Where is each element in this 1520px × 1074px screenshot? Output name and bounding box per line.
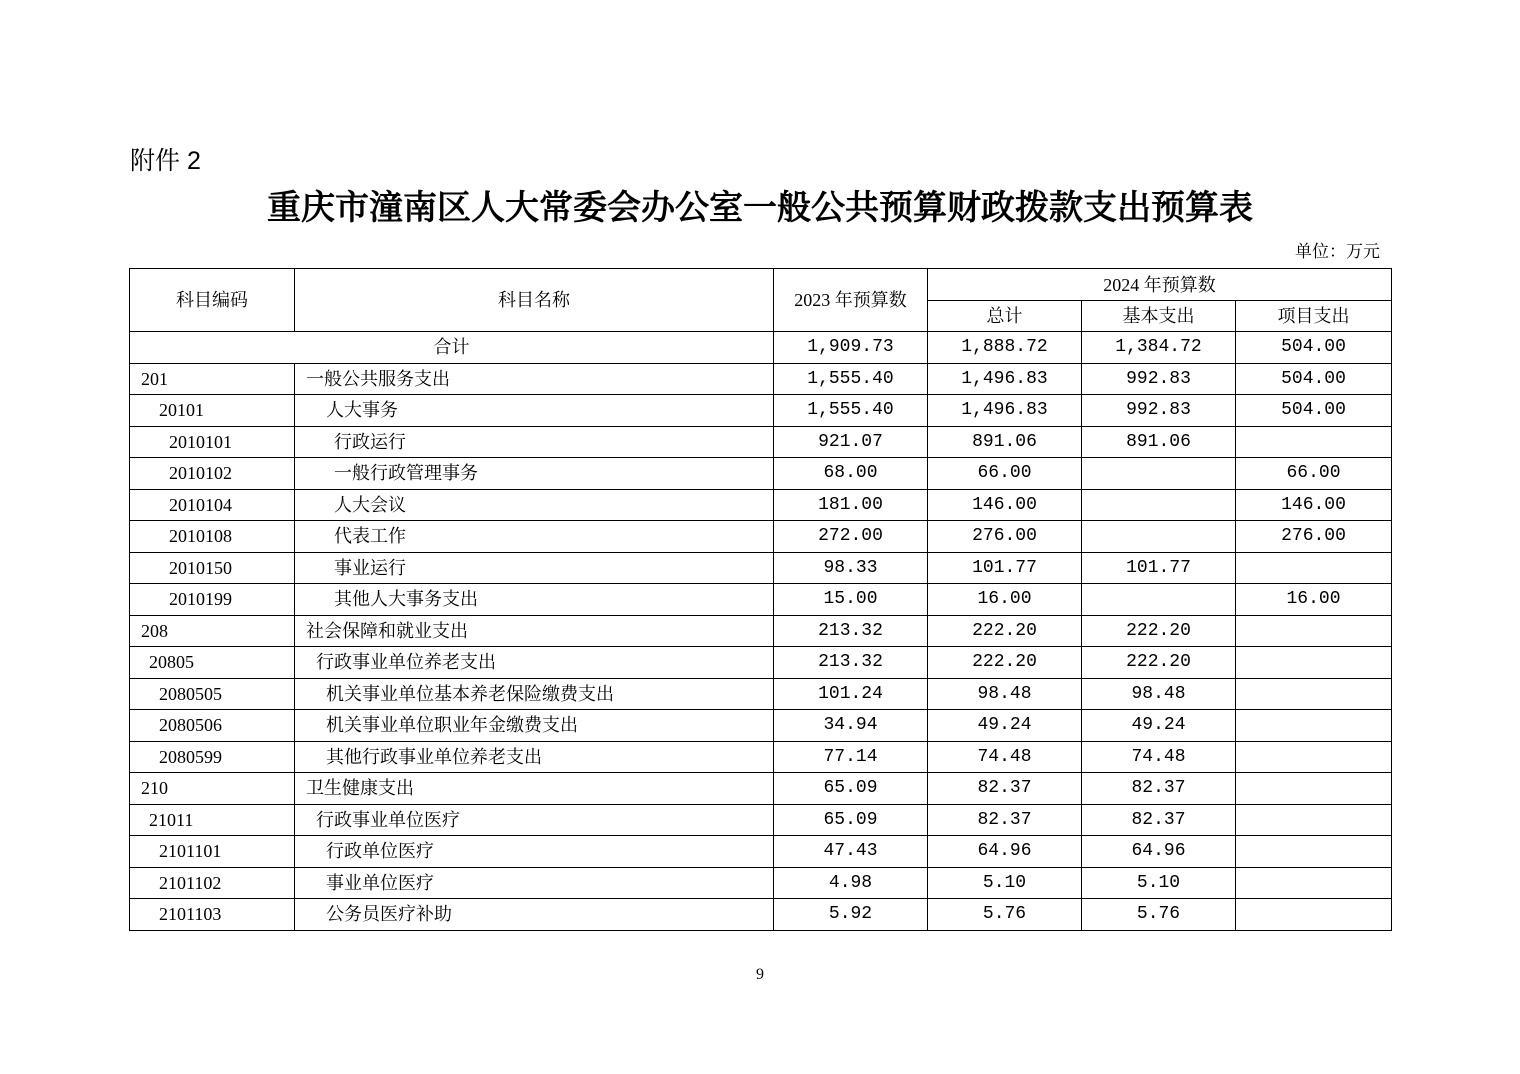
row-name: 人大事务 bbox=[295, 395, 774, 427]
row-project bbox=[1236, 710, 1392, 742]
total-budget-2023: 1,909.73 bbox=[774, 332, 928, 364]
row-basic: 992.83 bbox=[1082, 363, 1236, 395]
row-total: 49.24 bbox=[928, 710, 1082, 742]
row-code: 2010104 bbox=[130, 489, 295, 521]
row-name: 行政运行 bbox=[295, 426, 774, 458]
row-budget-2023: 65.09 bbox=[774, 804, 928, 836]
table-row bbox=[130, 710, 1392, 742]
header-total: 总计 bbox=[928, 301, 1082, 332]
unit-label: 单位：万元 bbox=[1295, 242, 1380, 261]
header-name: 科目名称 bbox=[295, 269, 774, 332]
row-project bbox=[1236, 615, 1392, 647]
row-total: 5.10 bbox=[928, 867, 1082, 899]
row-budget-2023: 77.14 bbox=[774, 741, 928, 773]
row-basic: 49.24 bbox=[1082, 710, 1236, 742]
table-row bbox=[130, 867, 1392, 899]
row-budget-2023: 65.09 bbox=[774, 773, 928, 805]
row-name: 人大会议 bbox=[295, 489, 774, 521]
row-name: 公务员医疗补助 bbox=[295, 899, 774, 931]
row-code: 2101103 bbox=[130, 899, 295, 931]
row-name: 机关事业单位基本养老保险缴费支出 bbox=[295, 678, 774, 710]
header-budget-2024: 2024 年预算数 bbox=[928, 269, 1392, 301]
row-basic: 82.37 bbox=[1082, 804, 1236, 836]
row-name: 事业运行 bbox=[295, 552, 774, 584]
row-budget-2023: 1,555.40 bbox=[774, 363, 928, 395]
row-project: 16.00 bbox=[1236, 584, 1392, 616]
row-total: 1,496.83 bbox=[928, 395, 1082, 427]
table-row bbox=[130, 395, 1392, 427]
total-row bbox=[130, 332, 1392, 364]
row-project bbox=[1236, 741, 1392, 773]
row-total: 222.20 bbox=[928, 647, 1082, 679]
row-total: 1,496.83 bbox=[928, 363, 1082, 395]
row-budget-2023: 4.98 bbox=[774, 867, 928, 899]
total-label: 合计 bbox=[130, 332, 774, 364]
row-basic: 98.48 bbox=[1082, 678, 1236, 710]
table-row bbox=[130, 678, 1392, 710]
row-total: 222.20 bbox=[928, 615, 1082, 647]
row-project bbox=[1236, 552, 1392, 584]
row-code: 20101 bbox=[130, 395, 295, 427]
row-name: 其他行政事业单位养老支出 bbox=[295, 741, 774, 773]
table-row bbox=[130, 363, 1392, 395]
row-basic: 222.20 bbox=[1082, 615, 1236, 647]
row-project bbox=[1236, 678, 1392, 710]
row-project bbox=[1236, 899, 1392, 931]
row-code: 2101101 bbox=[130, 836, 295, 868]
row-basic: 891.06 bbox=[1082, 426, 1236, 458]
table-row bbox=[130, 615, 1392, 647]
row-project: 276.00 bbox=[1236, 521, 1392, 553]
row-total: 64.96 bbox=[928, 836, 1082, 868]
row-project: 504.00 bbox=[1236, 363, 1392, 395]
row-budget-2023: 98.33 bbox=[774, 552, 928, 584]
row-total: 82.37 bbox=[928, 804, 1082, 836]
row-name: 一般公共服务支出 bbox=[295, 363, 774, 395]
row-basic: 82.37 bbox=[1082, 773, 1236, 805]
row-total: 146.00 bbox=[928, 489, 1082, 521]
row-basic bbox=[1082, 458, 1236, 490]
row-basic: 992.83 bbox=[1082, 395, 1236, 427]
table-row bbox=[130, 489, 1392, 521]
row-basic bbox=[1082, 521, 1236, 553]
row-code: 20805 bbox=[130, 647, 295, 679]
row-budget-2023: 1,555.40 bbox=[774, 395, 928, 427]
row-budget-2023: 5.92 bbox=[774, 899, 928, 931]
header-row-1 bbox=[130, 269, 1392, 301]
row-basic: 5.10 bbox=[1082, 867, 1236, 899]
row-budget-2023: 213.32 bbox=[774, 647, 928, 679]
row-code: 2010102 bbox=[130, 458, 295, 490]
row-budget-2023: 272.00 bbox=[774, 521, 928, 553]
table-row bbox=[130, 647, 1392, 679]
row-project bbox=[1236, 426, 1392, 458]
row-name: 行政事业单位医疗 bbox=[295, 804, 774, 836]
row-name: 机关事业单位职业年金缴费支出 bbox=[295, 710, 774, 742]
row-project: 504.00 bbox=[1236, 395, 1392, 427]
row-budget-2023: 34.94 bbox=[774, 710, 928, 742]
row-budget-2023: 68.00 bbox=[774, 458, 928, 490]
row-total: 101.77 bbox=[928, 552, 1082, 584]
total-project: 504.00 bbox=[1236, 332, 1392, 364]
row-name: 事业单位医疗 bbox=[295, 867, 774, 899]
row-basic: 74.48 bbox=[1082, 741, 1236, 773]
row-code: 2010101 bbox=[130, 426, 295, 458]
total-basic: 1,384.72 bbox=[1082, 332, 1236, 364]
row-project: 146.00 bbox=[1236, 489, 1392, 521]
row-code: 2080505 bbox=[130, 678, 295, 710]
total-total: 1,888.72 bbox=[928, 332, 1082, 364]
row-total: 82.37 bbox=[928, 773, 1082, 805]
table-row bbox=[130, 773, 1392, 805]
header-code: 科目编码 bbox=[130, 269, 295, 332]
row-code: 2101102 bbox=[130, 867, 295, 899]
row-name: 其他人大事务支出 bbox=[295, 584, 774, 616]
row-total: 66.00 bbox=[928, 458, 1082, 490]
row-total: 891.06 bbox=[928, 426, 1082, 458]
row-project bbox=[1236, 804, 1392, 836]
page-number: 9 bbox=[756, 966, 764, 983]
row-project bbox=[1236, 836, 1392, 868]
table-row bbox=[130, 552, 1392, 584]
table-row bbox=[130, 521, 1392, 553]
budget-table bbox=[129, 268, 1392, 931]
table-row bbox=[130, 741, 1392, 773]
row-name: 行政事业单位养老支出 bbox=[295, 647, 774, 679]
header-basic: 基本支出 bbox=[1082, 301, 1236, 332]
row-code: 201 bbox=[130, 363, 295, 395]
header-budget-2023: 2023 年预算数 bbox=[774, 269, 928, 332]
header-project: 项目支出 bbox=[1236, 301, 1392, 332]
page-title: 重庆市潼南区人大常委会办公室一般公共预算财政拨款支出预算表 bbox=[267, 190, 1253, 227]
row-basic bbox=[1082, 489, 1236, 521]
row-code: 2080506 bbox=[130, 710, 295, 742]
row-budget-2023: 15.00 bbox=[774, 584, 928, 616]
row-basic: 101.77 bbox=[1082, 552, 1236, 584]
row-name: 代表工作 bbox=[295, 521, 774, 553]
row-code: 21011 bbox=[130, 804, 295, 836]
row-code: 210 bbox=[130, 773, 295, 805]
row-code: 2010108 bbox=[130, 521, 295, 553]
row-basic: 5.76 bbox=[1082, 899, 1236, 931]
row-name: 卫生健康支出 bbox=[295, 773, 774, 805]
table-row bbox=[130, 458, 1392, 490]
row-project bbox=[1236, 647, 1392, 679]
row-name: 一般行政管理事务 bbox=[295, 458, 774, 490]
table-row bbox=[130, 426, 1392, 458]
attachment-label: 附件 2 bbox=[130, 147, 201, 175]
row-basic bbox=[1082, 584, 1236, 616]
row-name: 行政单位医疗 bbox=[295, 836, 774, 868]
row-total: 74.48 bbox=[928, 741, 1082, 773]
row-total: 5.76 bbox=[928, 899, 1082, 931]
table-row bbox=[130, 584, 1392, 616]
row-basic: 64.96 bbox=[1082, 836, 1236, 868]
row-budget-2023: 47.43 bbox=[774, 836, 928, 868]
table-row bbox=[130, 899, 1392, 931]
table-row bbox=[130, 836, 1392, 868]
row-code: 2080599 bbox=[130, 741, 295, 773]
row-project: 66.00 bbox=[1236, 458, 1392, 490]
row-code: 208 bbox=[130, 615, 295, 647]
row-name: 社会保障和就业支出 bbox=[295, 615, 774, 647]
row-code: 2010199 bbox=[130, 584, 295, 616]
row-total: 98.48 bbox=[928, 678, 1082, 710]
row-budget-2023: 213.32 bbox=[774, 615, 928, 647]
row-budget-2023: 181.00 bbox=[774, 489, 928, 521]
row-budget-2023: 921.07 bbox=[774, 426, 928, 458]
row-budget-2023: 101.24 bbox=[774, 678, 928, 710]
row-project bbox=[1236, 773, 1392, 805]
row-total: 276.00 bbox=[928, 521, 1082, 553]
row-code: 2010150 bbox=[130, 552, 295, 584]
table-row bbox=[130, 804, 1392, 836]
row-project bbox=[1236, 867, 1392, 899]
row-total: 16.00 bbox=[928, 584, 1082, 616]
row-basic: 222.20 bbox=[1082, 647, 1236, 679]
